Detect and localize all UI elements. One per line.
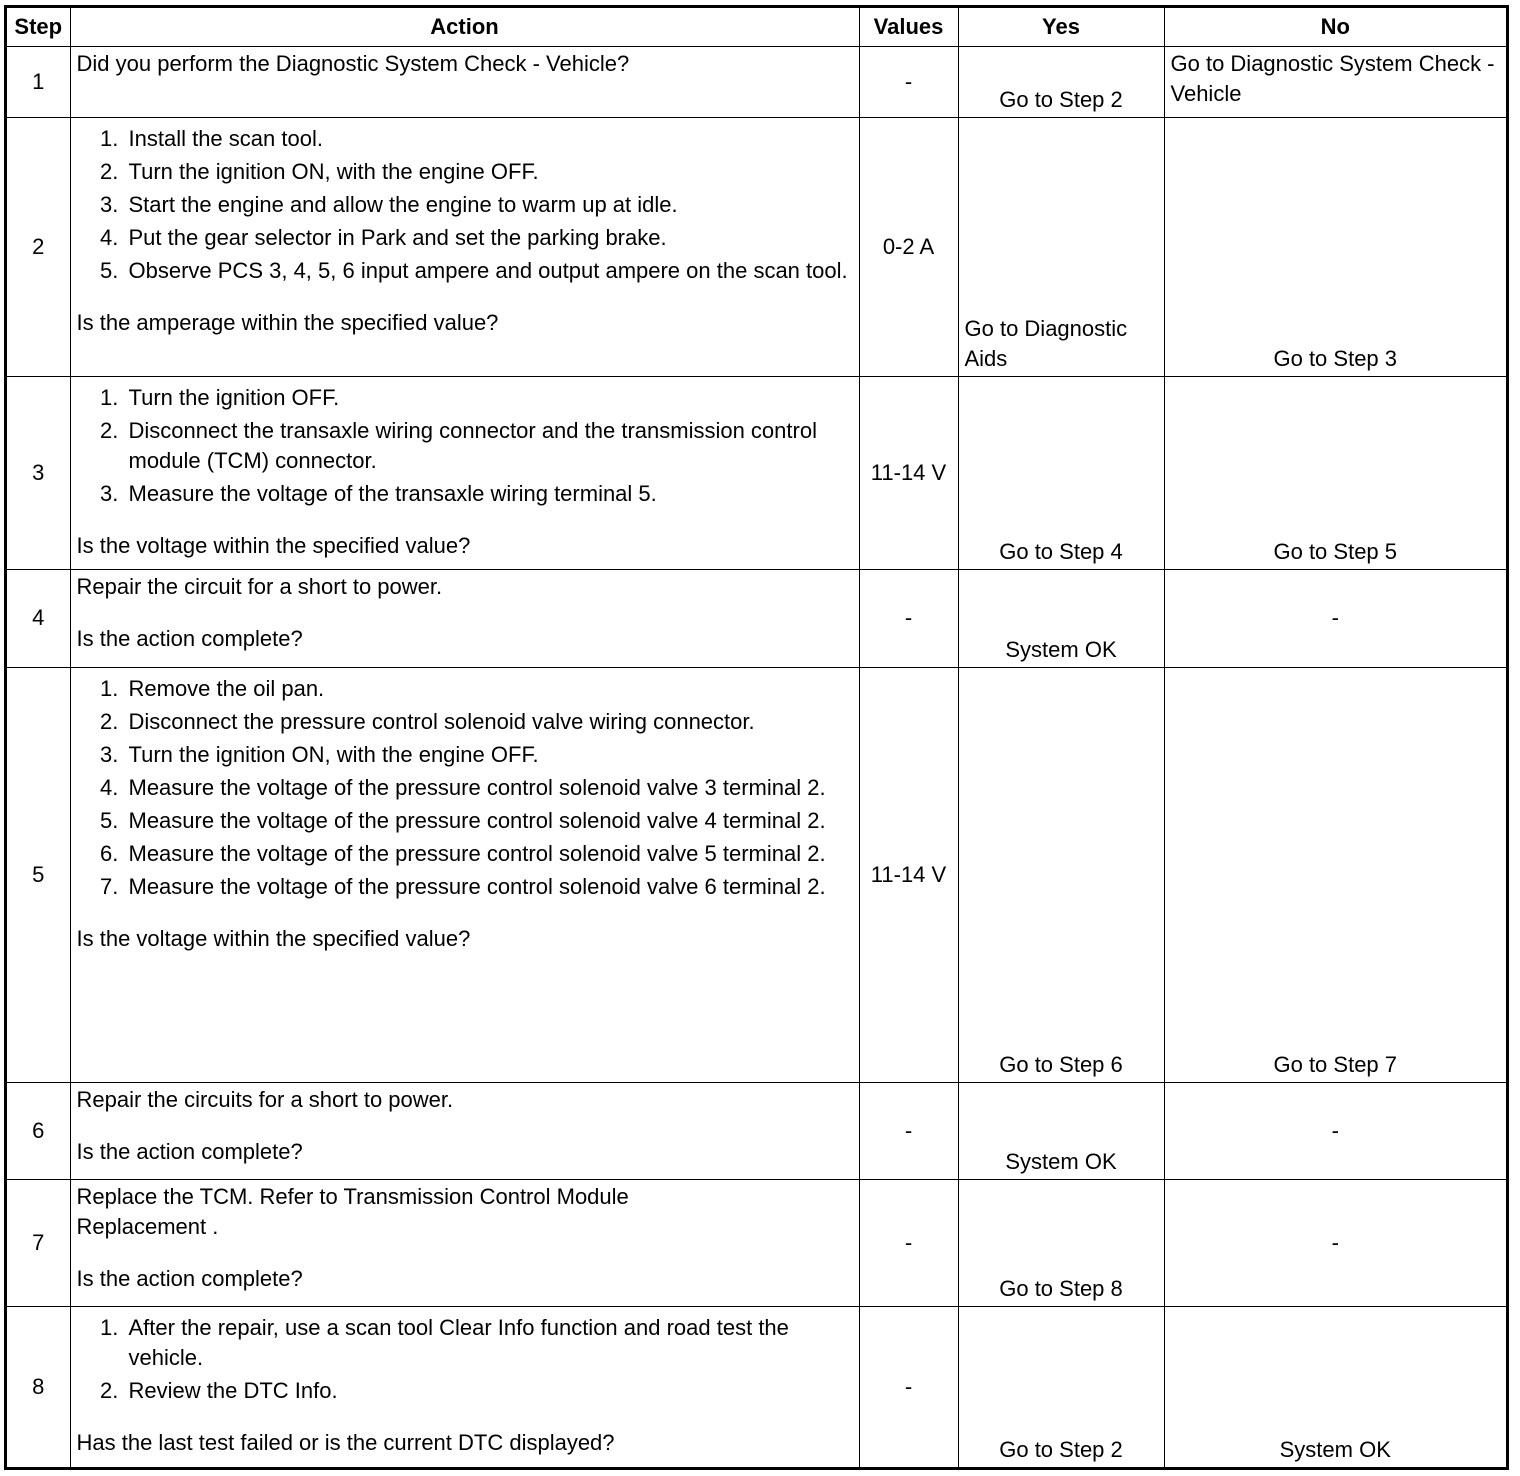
yes-cell: Go to Step 4	[958, 376, 1164, 569]
value-cell: -	[859, 1307, 958, 1467]
action-question: Is the action complete?	[76, 626, 303, 652]
header-step: Step	[7, 8, 70, 47]
yes-cell: System OK	[958, 570, 1164, 667]
yes-cell: Go to Step 2	[958, 1307, 1164, 1467]
diagnostic-table	[7, 8, 1506, 1467]
no-cell: Go to Step 3	[1164, 118, 1506, 377]
header-values: Values	[859, 8, 958, 47]
step-number: 1	[7, 47, 70, 118]
step-number: 3	[7, 376, 70, 569]
action-text: Repair the circuits for a short to power.	[76, 1086, 454, 1112]
yes-cell: Go to Step 2	[958, 47, 1164, 118]
list-item: 2. Review the DTC Info.	[125, 1376, 853, 1406]
action-cell	[70, 1082, 859, 1179]
value-cell: -	[859, 1179, 958, 1306]
list-item: 6. Measure the voltage of the pressure control solenoid valve 5 terminal 2.	[125, 839, 853, 869]
list-item: 2. Turn the ignition ON, with the engine OFF.	[125, 157, 853, 187]
no-cell: Go to Step 5	[1164, 376, 1506, 569]
header-action: Action	[70, 8, 859, 47]
list-item: 4. Measure the voltage of the pressure control solenoid valve 3 terminal 2.	[125, 773, 853, 803]
list-item: 1. Turn the ignition OFF.	[125, 383, 853, 413]
value-cell: 11-14 V	[859, 376, 958, 569]
value-cell: 11-14 V	[859, 667, 958, 1082]
action-cell	[70, 47, 859, 118]
action-question: Is the action complete?	[76, 1138, 303, 1164]
header-yes: Yes	[958, 8, 1164, 47]
action-cell	[70, 1179, 859, 1306]
list-item: 3. Start the engine and allow the engine to warm up at idle.	[125, 190, 853, 220]
yes-cell: Go to Step 6	[958, 667, 1164, 1082]
table-row	[7, 47, 1506, 118]
action-question: Is the action complete?	[76, 1265, 303, 1291]
action-cell	[70, 570, 859, 667]
step-number: 8	[7, 1307, 70, 1467]
step-number: 5	[7, 667, 70, 1082]
list-item: 1. After the repair, use a scan tool Clear Info function and road test the vehicle.	[125, 1313, 853, 1373]
list-item: 2. Disconnect the pressure control solenoid valve wiring connector.	[125, 707, 853, 737]
no-cell: -	[1164, 1082, 1506, 1179]
step-number: 6	[7, 1082, 70, 1179]
table-row	[7, 376, 1506, 569]
value-cell: 0-2 A	[859, 118, 958, 377]
no-cell: Go to Step 7	[1164, 667, 1506, 1082]
list-item: 1. Install the scan tool.	[125, 124, 853, 154]
list-item: 2. Disconnect the transaxle wiring connector and the transmission control module (TCM) connector.	[125, 416, 853, 476]
action-cell	[70, 376, 859, 569]
list-item: 3. Turn the ignition ON, with the engine OFF.	[125, 740, 853, 770]
yes-cell: Go to Step 8	[958, 1179, 1164, 1306]
action-text: Repair the circuit for a short to power.	[76, 574, 443, 600]
action-question: Is the voltage within the specified value?	[76, 532, 471, 558]
list-item: 5. Observe PCS 3, 4, 5, 6 input ampere and output ampere on the scan tool.	[125, 256, 853, 286]
no-cell: System OK	[1164, 1307, 1506, 1467]
table-row	[7, 570, 1506, 667]
action-text: Did you perform the Diagnostic System Check - Vehicle?	[76, 51, 630, 77]
value-cell: -	[859, 570, 958, 667]
action-question: Is the amperage within the specified value?	[76, 310, 499, 336]
action-cell	[70, 1307, 859, 1467]
list-item: 1. Remove the oil pan.	[125, 674, 853, 704]
list-item: 3. Measure the voltage of the transaxle wiring terminal 5.	[125, 479, 853, 509]
action-cell	[70, 667, 859, 1082]
action-text: Replace the TCM. Refer to Transmission Control Module Replacement .	[76, 1183, 629, 1239]
action-steps-list	[77, 124, 853, 286]
table-row	[7, 667, 1506, 1082]
yes-cell: Go to Diagnostic Aids	[958, 118, 1164, 377]
step-number: 7	[7, 1179, 70, 1306]
no-cell: -	[1164, 1179, 1506, 1306]
list-item: 5. Measure the voltage of the pressure control solenoid valve 4 terminal 2.	[125, 806, 853, 836]
step-number: 2	[7, 118, 70, 377]
no-cell: -	[1164, 570, 1506, 667]
yes-cell: System OK	[958, 1082, 1164, 1179]
action-question: Is the voltage within the specified value?	[76, 925, 471, 951]
action-steps-list	[77, 674, 853, 902]
step-number: 4	[7, 570, 70, 667]
value-cell: -	[859, 47, 958, 118]
list-item: 7. Measure the voltage of the pressure control solenoid valve 6 terminal 2.	[125, 872, 853, 902]
table-row	[7, 1179, 1506, 1306]
table-row	[7, 118, 1506, 377]
header-no: No	[1164, 8, 1506, 47]
action-cell	[70, 118, 859, 377]
diagnostic-table-page	[4, 5, 1509, 1470]
no-cell: Go to Diagnostic System Check - Vehicle	[1164, 47, 1506, 118]
action-steps-list	[77, 383, 853, 509]
action-steps-list	[77, 1313, 853, 1406]
action-question: Has the last test failed or is the current DTC displayed?	[76, 1430, 615, 1456]
value-cell: -	[859, 1082, 958, 1179]
table-row	[7, 1082, 1506, 1179]
table-row	[7, 1307, 1506, 1467]
header-row	[7, 8, 1506, 47]
list-item: 4. Put the gear selector in Park and set the parking brake.	[125, 223, 853, 253]
